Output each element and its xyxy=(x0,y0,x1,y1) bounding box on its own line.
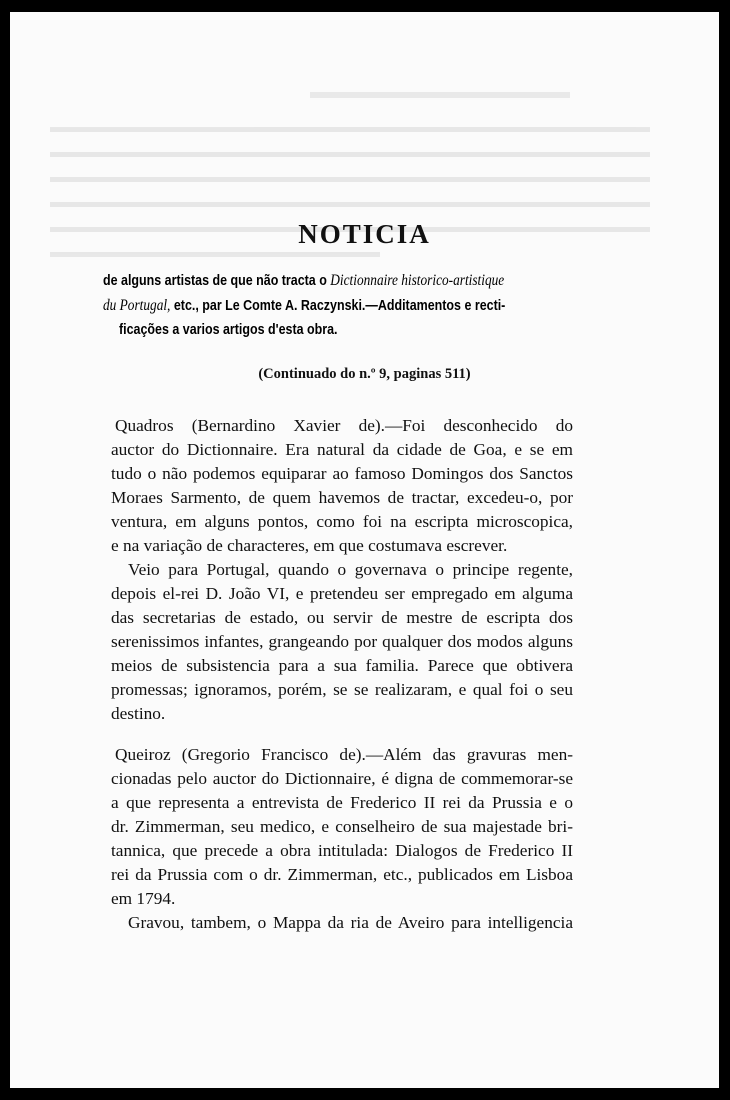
document-page xyxy=(10,12,719,1088)
page-title: NOTICIA xyxy=(298,219,431,249)
entry-queiroz-line-6: rei da Prussia com o dr. Zimmerman, etc., publicados em Lisboa xyxy=(111,865,573,884)
entry-quadros-line-5: ventura, em alguns pontos, como foi na escripta microscopica, xyxy=(111,512,573,531)
entry-queiroz-line-4: dr. Zimmerman, seu medico, e conselheiro de sua majestade bri- xyxy=(111,817,573,836)
entry-quadros-line-1: Quadros (Bernardino Xavier de).—Foi desconhecido do xyxy=(115,416,573,435)
entry-quadros-line-3: tudo o não podemos equiparar ao famoso Domingos dos Sanctos xyxy=(111,464,573,483)
entry-quadros-line-12: promessas; ignoramos, porém, se se realizaram, e qual foi o seu xyxy=(111,680,573,699)
entry-queiroz-line-2: cionadas pelo auctor do Dictionnaire, é digna de commemorar-se xyxy=(111,769,573,788)
show-through-texture xyxy=(10,12,719,312)
entry-quadros-line-6: e na variação de characteres, em que costumava escrever. xyxy=(111,536,508,555)
subheading-line-1: de alguns artistas de que não tracta o Dictionnaire historico-artistique xyxy=(103,272,505,289)
entry-quadros-line-11: meios de subsistencia para a sua familia. Parece que obtivera xyxy=(111,656,573,675)
subheading-line-2: du Portugal, etc., par Le Comte A. Raczynski.—Additamentos e recti- xyxy=(103,297,506,314)
entry-quadros-line-13: destino. xyxy=(111,704,166,723)
entry-quadros-line-9: das secretarias de estado, ou servir de mestre de escripta dos xyxy=(111,608,573,627)
entry-quadros-line-7: Veio para Portugal, quando o governava o principe regente, xyxy=(128,560,573,579)
entry-quadros-line-2: auctor do Dictionnaire. Era natural da cidade de Goa, e se em xyxy=(111,440,573,459)
subheading-line-3: ficações a varios artigos d'esta obra. xyxy=(119,322,338,338)
entry-queiroz-line-8: Gravou, tambem, o Mappa da ria de Aveiro para intelligencia xyxy=(128,913,573,932)
entry-quadros-line-10: serenissimos infantes, grangeando por qualquer dos modos alguns xyxy=(111,632,573,651)
entry-quadros-line-4: Moraes Sarmento, de quem havemos de tractar, excedeu-o, por xyxy=(111,488,573,507)
entry-queiroz-line-3: a que representa a entrevista de Frederico II rei da Prussia e o xyxy=(111,793,573,812)
entry-quadros-line-8: depois el-rei D. João VI, e pretendeu ser empregado em alguma xyxy=(111,584,573,603)
entry-queiroz-line-5: tannica, que precede a obra intitulada: Dialogos de Frederico II xyxy=(111,841,573,860)
entry-queiroz-line-7: em 1794. xyxy=(111,889,176,908)
entry-queiroz-line-1: Queiroz (Gregorio Francisco de).—Além das gravuras men- xyxy=(115,745,573,764)
continued-note: (Continuado do n.º 9, paginas 511) xyxy=(258,366,471,382)
